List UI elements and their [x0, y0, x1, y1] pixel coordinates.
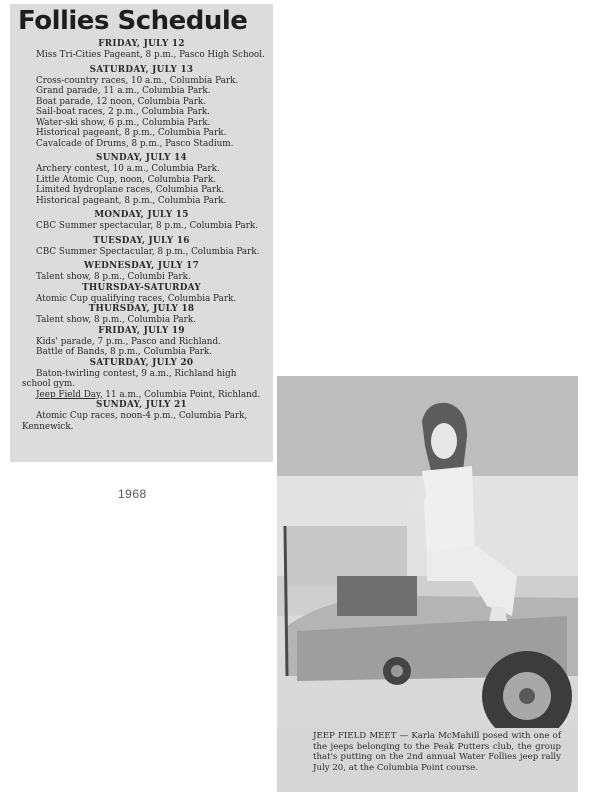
event-item: Boat parade, 12 noon, Columbia Park.	[36, 96, 207, 107]
event-item: Kids' parade, 7 p.m., Pasco and Richland.	[36, 336, 221, 347]
jeep-field-day-details: 11 a.m., Columbia Point, Richland.	[102, 389, 261, 400]
event-item: Battle of Bands, 8 p.m., Columbia Park.	[36, 347, 213, 357]
day-heading: SATURDAY, JULY 13	[89, 64, 194, 75]
event-item: Atomic Cup races, noon-4 p.m., Columbia Park, Kennewick.	[22, 411, 248, 432]
event-item-jeep-field-day	[16, 390, 267, 401]
event-item: CBC Summer spectacular, 8 p.m., Columbia Park.	[36, 221, 258, 231]
event-item: Cavalcade of Drums, 8 p.m., Pasco Stadium.	[36, 138, 234, 149]
schedule-title: Follies Schedule	[18, 6, 248, 36]
event-item: Sail-boat races, 2 p.m., Columbia Park.	[36, 107, 211, 117]
jeep-field-day-underlined: Jeep Field Day,	[36, 389, 103, 400]
event-item: Grand parade, 11 a.m., Columbia Park.	[36, 86, 211, 96]
day-heading: MONDAY, JULY 15	[94, 210, 189, 220]
day-heading: SATURDAY, JULY 20	[89, 357, 194, 368]
event-item: Talent show, 8 p.m., Columbia Park.	[36, 315, 196, 325]
event-item: Historical pageant, 8 p.m., Columbia Park.	[36, 128, 227, 138]
day-heading: THURSDAY, JULY 18	[88, 304, 195, 314]
event-item: Cross-country races, 10 a.m., Columbia Park.	[36, 75, 239, 86]
event-item: Historical pageant, 8 p.m., Columbia Park.	[36, 195, 227, 206]
event-item: Baton-twirling contest, 9 a.m., Richland high school gym.	[22, 368, 237, 389]
photo-clipping	[277, 376, 578, 792]
event-item: Miss Tri-Cities Pageant, 8 p.m., Pasco High School.	[36, 50, 265, 60]
jeep-photo	[277, 376, 578, 728]
day-heading: FRIDAY, JULY 19	[98, 325, 185, 336]
event-item: Archery contest, 10 a.m., Columbia Park.	[36, 164, 220, 174]
day-heading: SUNDAY, JULY 14	[96, 153, 187, 163]
event-item: Talent show, 8 p.m., Columbi Park.	[36, 272, 191, 282]
event-item: Water-ski show, 6 p.m., Columbia Park.	[36, 117, 211, 128]
event-item: Limited hydroplane races, Columbia Park.	[36, 185, 225, 195]
day-heading: WEDNESDAY, JULY 17	[83, 261, 200, 271]
photo-caption: JEEP FIELD MEET — Karla McMahill posed with one of the jeeps belonging to the Peak Putters club, the group that's putting on the 2nd annual Water Follies jeep rally July 20, at the Columbia Point course.	[313, 731, 561, 773]
day-heading: FRIDAY, JULY 12	[98, 39, 185, 49]
schedule-clipping	[10, 4, 273, 462]
event-item: CBC Summer Spectacular, 8 p.m., Columbia Park.	[36, 246, 260, 257]
day-heading: THURSDAY-SATURDAY	[82, 282, 201, 293]
handwritten-year: 1968	[118, 487, 147, 501]
event-item: Little Atomic Cup, noon, Columbia Park.	[36, 174, 217, 185]
day-heading: SUNDAY, JULY 21	[96, 400, 187, 410]
day-heading: TUESDAY, JULY 16	[93, 235, 190, 246]
event-item: Atomic Cup qualifying races, Columbia Park.	[36, 293, 237, 304]
